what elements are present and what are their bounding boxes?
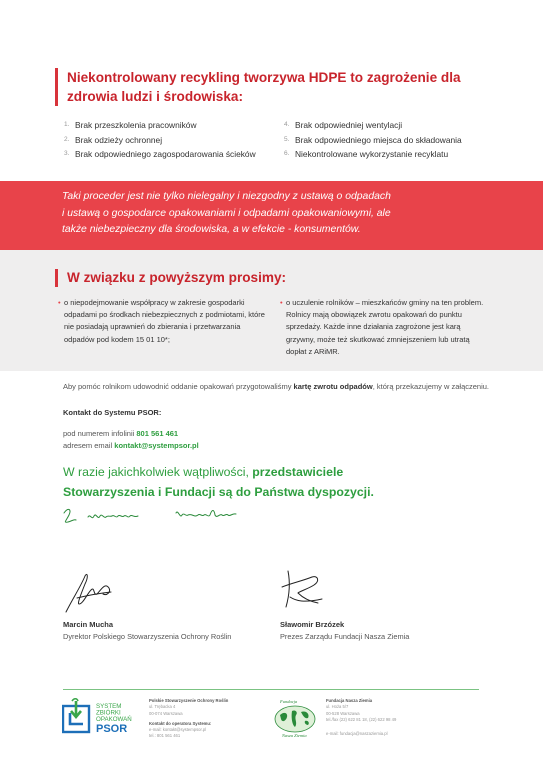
phone-link[interactable]: 801 561 461 [136,429,179,438]
list-number: 3. [64,150,70,157]
handwritten-greeting [60,503,250,531]
statement-text: W razie jakichkolwiek wątpliwości, [63,465,253,479]
list-text: Brak odpowiedniej wentylacji [295,120,403,130]
request-text-right: o uczulenie rolników – mieszkańców gminy na ten problem. Rolnicy mają obowiązek zwrotu opakowań do punktu sprzedaży. Każde inne działania zagrożone jest karą grzywny, może też skutkować zmniejszeniem lub utratą dopłat z ARiMR. [286,298,484,356]
email-link[interactable]: kontakt@systempsor.pl [114,441,199,451]
problems-column-left [64,118,284,162]
warning-band [0,181,543,250]
requests-title-block [55,269,286,287]
contact-lines [63,428,199,452]
logo-text-psor: PSOR [96,723,128,735]
signature-right-icon [278,567,328,613]
signatory-role: Dyrektor Polskiego Stowarzyszenia Ochrony Roślin [63,632,232,641]
list-item [64,133,284,148]
footer-psor-address: ul. Trębacka 4 [149,704,176,710]
headline-block [55,68,495,106]
footer-fundacja-city: 00-528 Warszawa [326,710,360,716]
warning-line-1: Taki proceder jest nie tylko nielegalny i niezgodny z ustawą o odpadach [62,191,391,202]
footer-operator-title: Kontakt do operatora Systemu: [149,720,212,726]
footer-fundacja-phone: tel./fax (22) 622 81 18, (22) 622 98 49 [326,716,397,722]
signature-block-right [280,620,409,641]
card-info-paragraph [63,381,493,393]
requests-band [0,250,543,371]
headline-line-1: Niekontrolowany recykling tworzywa HDPE to zagrożenie dla [67,70,461,85]
card-info-text: Aby pomóc rolnikom udowodnić oddanie opakowań przygotowaliśmy [63,382,294,391]
signatory-role: Prezes Zarządu Fundacji Nasza Ziemia [280,632,410,641]
list-item [284,133,504,148]
footer-fundacja-email[interactable]: e-mail: fundacja@naszaziemia.pl [326,731,388,737]
phone-label: pod numerem infolinii [63,429,137,438]
signatory-name: Marcin Mucha [63,620,114,629]
signature-block-left [63,620,231,641]
card-info-bold: kartę zwrotu odpadów [293,382,373,391]
footer-psor-info [149,698,228,740]
warning-line-2: i ustawą o gospodarce opakowaniami i odpadami opakowaniowymi, ale [62,207,391,219]
warning-line-3: także niebezpieczny dla środowiska, a w efekcie - konsumentów. [62,224,361,235]
svg-text:Fundacja: Fundacja [280,699,298,704]
warning-text [62,189,482,239]
list-text: Brak odzieży ochronnej [75,134,163,145]
logo-text-system: SYSTEM [96,703,122,710]
list-text: Brak odpowiedniego zagospodarowania ścieków [75,149,256,159]
request-text-left: o niepodejmowanie współpracy w zakresie gospodarki odpadami po środkach niebezpiecznych z podmiotami, które nie posiadają uprawnień do zbierania i przetwarzania odpadów pod kodem 15 01 10*; [64,298,265,344]
request-item-right [280,297,488,358]
footer-fundacja-address: ul. Hoża 5/7 [326,704,349,710]
list-text: Niekontrolowane wykorzystanie recyklatu [295,149,449,159]
list-number: 5. [284,135,290,143]
list-number: 6. [284,150,290,157]
list-number: 4. [284,121,290,128]
requests-list [58,297,488,358]
footer-psor-email[interactable]: e-mail: kontakt@systempsor.pl [149,727,207,733]
green-statement [63,462,483,502]
requests-title: W związku z powyższym prosimy: [67,270,287,285]
list-number: 1. [64,121,70,128]
footer-divider [63,689,479,690]
contact-title: Kontakt do Systemu PSOR: [63,408,162,417]
logo-text-opakowan: OPAKOWAŃ [96,716,132,723]
signatory-name: Sławomir Brzózek [280,620,345,629]
headline-line-2: zdrowia ludzi i środowiska: [67,89,243,104]
email-label: adresem email [63,441,115,451]
psor-logo-icon [62,697,146,737]
statement-bold-2: Stowarzyszenia i Fundacji są do Państwa dyspozycji. [63,485,374,499]
footer-fundacja-name: Fundacja Nasza Ziemia [326,698,373,703]
problems-list [64,118,504,162]
card-info-text-end: , którą przekazujemy w załączeniu. [372,382,490,391]
list-item [64,118,284,133]
list-item [284,147,504,162]
bullet-icon: • [280,298,283,307]
list-text: Brak odpowiedniego miejsca do składowania [295,134,462,145]
list-item [284,118,504,133]
logo-text-zbiorki: ZBIÓRKI [96,709,121,717]
problems-column-right [284,118,504,162]
list-item [64,147,284,162]
request-item-left [58,297,266,358]
list-number: 2. [64,135,70,143]
statement-bold-1: przedstawiciele [252,465,344,479]
fundacja-globe-logo-icon [272,697,318,739]
footer-psor-phone: tel.: 801 561 461 [149,733,181,739]
footer-psor-city: 00-074 Warszawa [149,710,183,716]
svg-text:Nasza Ziemia: Nasza Ziemia [282,733,307,738]
bullet-icon: • [58,298,61,307]
signature-left-icon [63,568,123,616]
list-text: Brak przeszkolenia pracowników [75,120,197,130]
footer-fundacja-info [326,698,396,737]
footer-psor-name: Polskie Stowarzyszenie Ochrony Roślin [149,698,229,703]
